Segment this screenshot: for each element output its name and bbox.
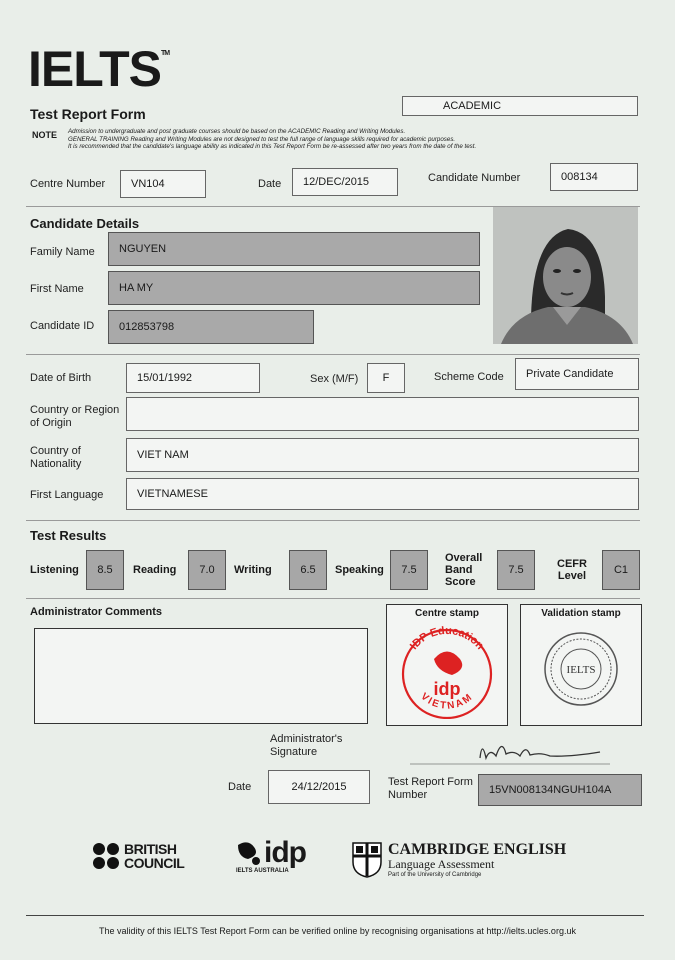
admin-comments-box xyxy=(34,628,368,724)
first-language-label: First Language xyxy=(30,489,104,501)
validation-seal-text: IELTS xyxy=(566,664,596,676)
note-line-1: Admission to undergraduate and post graduate courses should be based on the ACADEMIC Reading and Writing Modules. xyxy=(68,128,406,135)
candidate-number-label: Candidate Number xyxy=(428,172,521,184)
first-name-field xyxy=(108,271,480,305)
nationality-label xyxy=(30,445,81,471)
cambridge-line-3: Part of the University of Cambridge xyxy=(388,872,482,878)
portrait-image xyxy=(493,207,638,344)
listening-label: Listening xyxy=(30,564,79,576)
validation-stamp-label: Validation stamp xyxy=(541,608,621,619)
first-language-value: VIETNAMESE xyxy=(137,488,208,500)
sex-field xyxy=(367,363,405,393)
british-council-line-2: COUNCIL xyxy=(124,855,185,871)
idp-stamp-icon xyxy=(392,619,502,719)
note-text xyxy=(68,128,608,151)
family-name-value: NGUYEN xyxy=(119,243,167,255)
cambridge-crest-icon xyxy=(352,842,382,878)
cefr-label xyxy=(557,558,587,582)
origin-field xyxy=(126,397,639,431)
british-council-dots-icon xyxy=(92,842,120,870)
nationality-field xyxy=(126,438,639,472)
signature-label-line-2: Signature xyxy=(270,746,318,758)
module-value: ACADEMIC xyxy=(443,100,502,112)
trf-label-line-2: Number xyxy=(388,789,428,801)
divider xyxy=(26,354,640,355)
divider xyxy=(26,598,640,599)
overall-band-score: 7.5 xyxy=(497,550,535,590)
candidate-number-value: 008134 xyxy=(561,171,598,183)
centre-number-label: Centre Number xyxy=(30,178,106,190)
centre-number-field xyxy=(120,170,206,198)
family-name-field xyxy=(108,232,480,266)
test-results-heading: Test Results xyxy=(30,528,107,543)
form-title: Test Report Form xyxy=(30,106,146,122)
speaking-score: 7.5 xyxy=(390,550,428,590)
family-name-label: Family Name xyxy=(30,246,95,258)
idp-logo xyxy=(234,838,306,874)
cambridge-line-1: CAMBRIDGE ENGLISH xyxy=(388,841,567,858)
first-name-label: First Name xyxy=(30,283,84,295)
test-date-value: 12/DEC/2015 xyxy=(303,176,370,188)
overall-label-line-2: Band xyxy=(445,564,473,576)
dob-value: 15/01/1992 xyxy=(137,372,193,384)
signature-icon xyxy=(410,730,620,770)
reading-score: 7.0 xyxy=(188,550,226,590)
origin-label xyxy=(30,404,119,430)
idp-wordmark: idp xyxy=(264,836,306,869)
candidate-details-heading: Candidate Details xyxy=(30,216,140,231)
speaking-label: Speaking xyxy=(335,564,384,576)
trf-label-line-1: Test Report Form xyxy=(388,776,473,788)
cefr-label-line-1: CEFR xyxy=(557,558,587,570)
centre-stamp-box xyxy=(386,604,508,726)
british-council-logo xyxy=(92,842,184,870)
idp-subtitle: IELTS AUSTRALIA xyxy=(236,868,289,874)
listening-score: 8.5 xyxy=(86,550,124,590)
trademark-mark: TM xyxy=(160,50,170,57)
first-name-value: HA MY xyxy=(119,282,154,294)
centre-stamp-top: IDP Education xyxy=(407,624,486,653)
candidate-id-value: 012853798 xyxy=(119,321,175,333)
scheme-code-label: Scheme Code xyxy=(434,371,504,383)
test-date-field xyxy=(292,168,398,196)
trf-number-value: 15VN008134NGUH104A xyxy=(489,784,612,796)
writing-score: 6.5 xyxy=(289,550,327,590)
candidate-photo xyxy=(493,207,638,344)
note-label: NOTE xyxy=(32,130,58,140)
origin-label-line-2: of Origin xyxy=(30,417,72,429)
cefr-level: C1 xyxy=(602,550,640,590)
dob-field xyxy=(126,363,260,393)
nationality-label-line-1: Country of xyxy=(30,445,81,457)
nationality-value: VIET NAM xyxy=(137,449,189,461)
note-line-3: It is recommended that the candidate's language ability as indicated in this Test Report Form be re-assessed after two years from the date of the test. xyxy=(68,143,477,150)
reading-label: Reading xyxy=(133,564,177,576)
cambridge-logo xyxy=(352,842,566,880)
trf-number-field xyxy=(478,774,642,806)
validation-stamp-box xyxy=(520,604,642,726)
candidate-number-field xyxy=(550,163,638,191)
origin-label-line-1: Country or Region xyxy=(30,404,120,416)
module-box xyxy=(402,96,638,116)
admin-signature-label xyxy=(270,733,342,759)
signature-label-line-1: Administrator's xyxy=(270,733,343,745)
sex-label: Sex (M/F) xyxy=(310,373,359,385)
overall-band-label xyxy=(445,552,482,588)
sex-value: F xyxy=(382,372,390,384)
centre-stamp-label: Centre stamp xyxy=(415,608,479,619)
centre-stamp-mid: idp xyxy=(433,679,461,699)
ielts-logo: IELTS™ xyxy=(28,41,170,97)
scheme-code-field xyxy=(515,358,639,390)
note-line-2: GENERAL TRAINING Reading and Writing Modules are not designed to test the full range of language skills required for academic purposes. xyxy=(68,135,456,143)
nationality-label-line-2: Nationality xyxy=(30,458,82,470)
dob-label: Date of Birth xyxy=(30,372,92,384)
admin-date-field xyxy=(268,770,370,804)
first-language-field xyxy=(126,478,639,510)
admin-comments-label: Administrator Comments xyxy=(30,606,163,618)
date-label: Date xyxy=(258,178,282,190)
centre-number-value: VN104 xyxy=(131,178,165,190)
validity-footer: The validity of this IELTS Test Report Form can be verified online by recognising organisations at http://ielts.ucles.org.uk xyxy=(99,926,576,936)
overall-label-line-1: Overall xyxy=(445,552,483,564)
trf-number-label xyxy=(388,776,473,802)
writing-label: Writing xyxy=(234,564,272,576)
cefr-label-line-2: Level xyxy=(557,570,587,582)
overall-label-line-3: Score xyxy=(445,576,476,588)
admin-date-label: Date xyxy=(228,781,252,793)
admin-date-value: 24/12/2015 xyxy=(291,781,347,793)
centre-stamp-bottom: VIETNAM xyxy=(418,691,476,712)
candidate-id-label: Candidate ID xyxy=(30,320,95,332)
cambridge-line-2: Language Assessment xyxy=(388,857,495,871)
scheme-code-value: Private Candidate xyxy=(526,368,614,380)
candidate-id-field xyxy=(108,310,314,344)
idp-mark-icon xyxy=(234,839,262,867)
british-council-line-1: BRITISH xyxy=(124,841,177,857)
validation-seal-icon xyxy=(541,629,621,709)
footer-divider xyxy=(26,915,644,916)
divider xyxy=(26,520,640,521)
